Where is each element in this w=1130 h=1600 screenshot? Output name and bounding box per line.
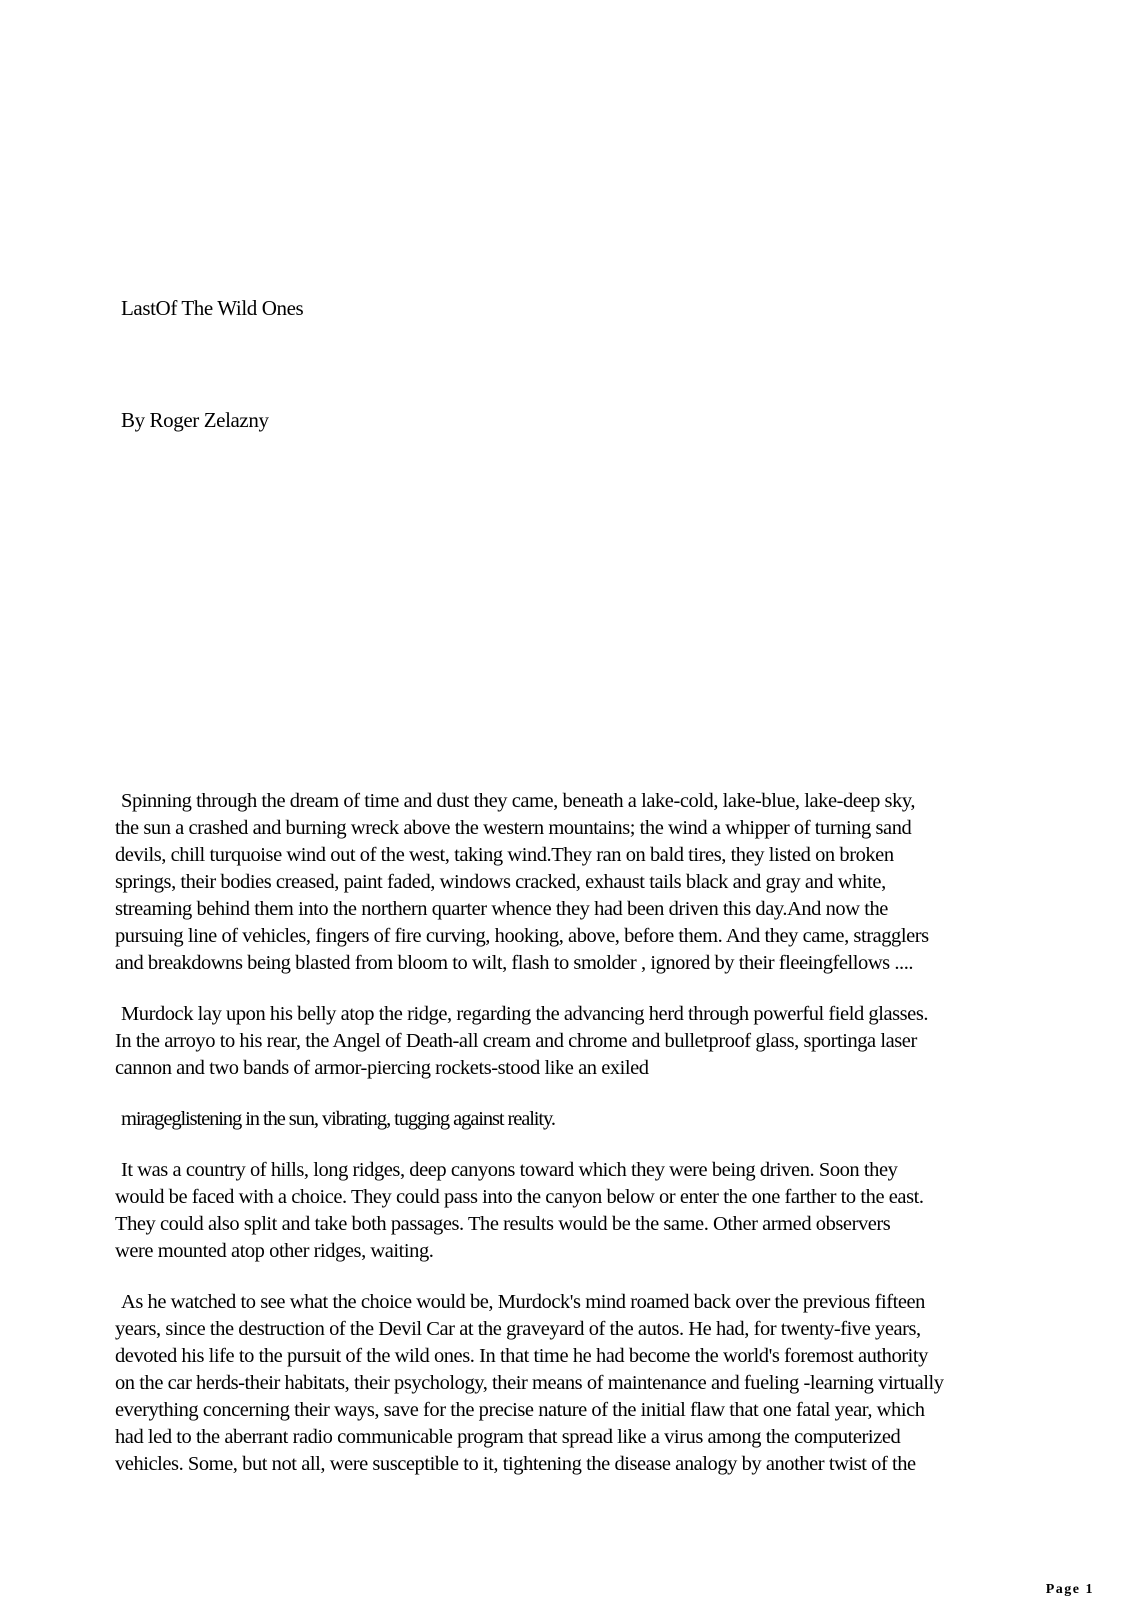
paragraph-line: would be faced with a choice. They could pass into the canyon below or enter the one farther to the east. [115,1186,924,1208]
paragraph-line: were mounted atop other ridges, waiting. [115,1240,434,1262]
paragraph [115,788,1045,977]
author-byline: By Roger Zelazny [121,408,269,432]
paragraph-line: As he watched to see what the choice would be, Murdock's mind roamed back over the previous fifteen [121,1291,925,1313]
story-title: LastOf The Wild Ones [121,296,304,320]
paragraph [115,1106,1045,1133]
paragraph-line: devoted his life to the pursuit of the wild ones. In that time he had become the world's foremost authority [115,1345,928,1367]
paragraph-line: had led to the aberrant radio communicable program that spread like a virus among the computerized [115,1426,901,1448]
paragraph-line: cannon and two bands of armor-piercing rockets-stood like an exiled [115,1057,649,1079]
paragraph-line: the sun a crashed and burning wreck above the western mountains; the wind a whipper of turning sand [115,817,912,839]
paragraph-line: mirageglistening in the sun, vibrating, tugging against reality. [121,1108,555,1130]
page-number: Page 1 [1045,1582,1094,1597]
paragraph-line: streaming behind them into the northern quarter whence they had been driven this day.And now the [115,898,888,920]
paragraph-line: vehicles. Some, but not all, were susceptible to it, tightening the disease analogy by another twist of the [115,1453,916,1475]
paragraph-line: and breakdowns being blasted from bloom to wilt, flash to smolder , ignored by their fleeingfellows .... [115,952,914,974]
paragraph-line: on the car herds-their habitats, their psychology, their means of maintenance and fueling -learning virtually [115,1372,944,1394]
paragraph-line: springs, their bodies creased, paint faded, windows cracked, exhaust tails black and gray and white, [115,871,886,893]
paragraph-line: They could also split and take both passages. The results would be the same. Other armed observers [115,1213,891,1235]
paragraph-line: In the arroyo to his rear, the Angel of Death-all cream and chrome and bulletproof glass, sportinga laser [115,1030,917,1052]
paragraph [115,1289,1045,1478]
paragraph-line: Murdock lay upon his belly atop the ridge, regarding the advancing herd through powerful field glasses. [121,1003,929,1025]
paragraph [115,1157,1045,1265]
paragraph-line: years, since the destruction of the Devil Car at the graveyard of the autos. He had, for twenty-five years, [115,1318,921,1340]
paragraph-line: Spinning through the dream of time and dust they came, beneath a lake-cold, lake-blue, lake-deep sky, [121,790,916,812]
paragraph-line: It was a country of hills, long ridges, deep canyons toward which they were being driven. Soon they [121,1159,898,1181]
paragraph-line: devils, chill turquoise wind out of the west, taking wind.They ran on bald tires, they listed on broken [115,844,894,866]
paragraph-line: pursuing line of vehicles, fingers of fire curving, hooking, above, before them. And they came, stragglers [115,925,929,947]
paragraph [115,1001,1045,1082]
story-body [115,788,1045,1502]
paragraph-line: everything concerning their ways, save for the precise nature of the initial flaw that one fatal year, which [115,1399,925,1421]
